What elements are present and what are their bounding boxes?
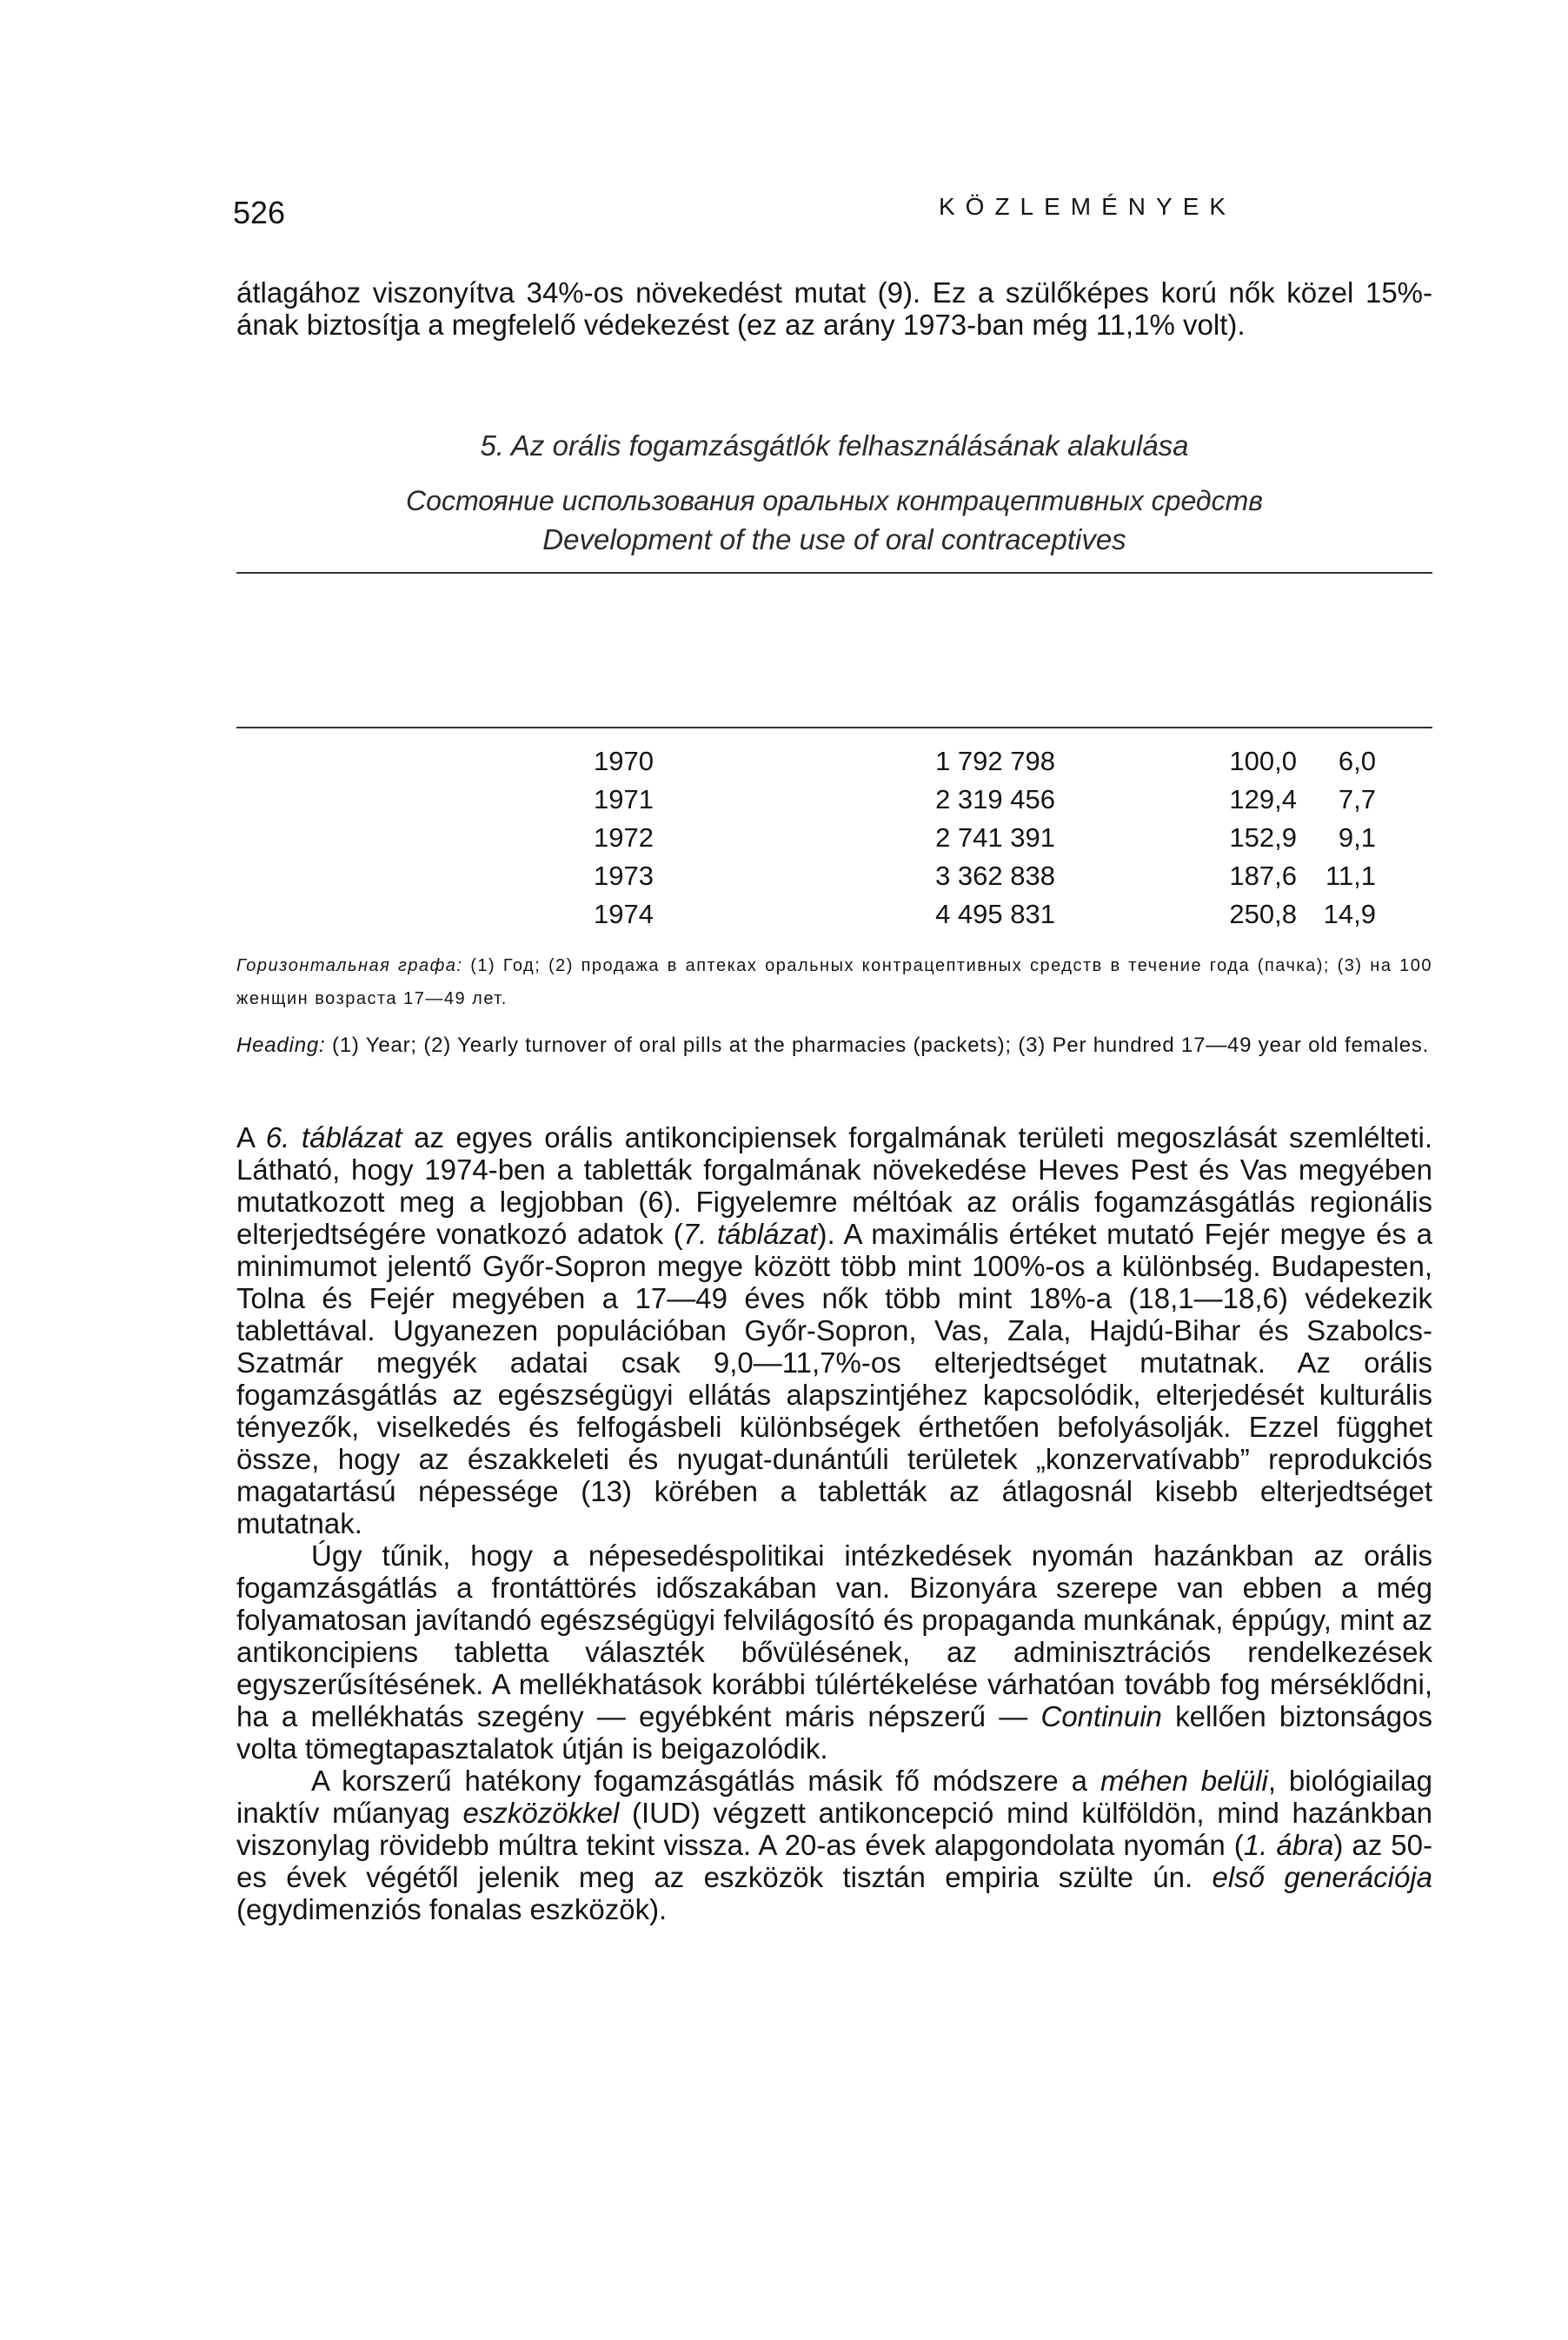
- emphasis: eszközökkel: [462, 1797, 620, 1829]
- turnover-cell: 3 362 838: [935, 861, 1055, 891]
- year-cell: 1973: [594, 861, 654, 891]
- figure-reference: 1. ábra: [1243, 1829, 1334, 1861]
- note-ru-text: (1) Год; (2) продажа в аптеках оральных контрацептивных средств в течение года (пачка); (3) на 100 женщин возраста 17—49 лет.: [236, 956, 1433, 1008]
- per-hundred-cell: 9,1: [1338, 822, 1376, 853]
- table-row: [236, 822, 1432, 861]
- table-reference: 7. táblázat: [682, 1218, 818, 1250]
- per-hundred-cell: 14,9: [1323, 899, 1376, 929]
- index-cell: 187,6: [1229, 861, 1297, 891]
- per-hundred-cell: 7,7: [1338, 784, 1376, 814]
- turnover-cell: 2 741 391: [935, 822, 1055, 853]
- table-row: [236, 746, 1432, 784]
- year-cell: 1974: [594, 899, 654, 929]
- emphasis: méhen belüli: [1100, 1765, 1268, 1797]
- emphasis: első generációja: [1212, 1861, 1432, 1893]
- table-row: [236, 861, 1432, 899]
- table-top-rule: [236, 572, 1432, 574]
- index-cell: 100,0: [1229, 746, 1297, 776]
- turnover-cell: 1 792 798: [935, 746, 1055, 776]
- table-title-hu: 5. Az orális fogamzásgátlók felhasználásának alakulása: [480, 429, 1189, 462]
- text-run: kellően biztonságos volta tömegtapasztalatok útján is beigazolódik.: [236, 1700, 1432, 1765]
- table-title-en: Development of the use of oral contraceptives: [542, 523, 1126, 555]
- year-cell: 1970: [594, 746, 654, 776]
- note-en-label: Heading:: [236, 1034, 326, 1057]
- intro-paragraph: [236, 276, 1432, 341]
- text-run: Úgy tűnik, hogy a népesedéspolitikai intézkedések nyomán hazánkban az orális fogamzásgátlás a frontáttörés időszakában van. Bizonyára szerepe van ebben a még folyamatosan javítandó egészségügyi felvilágosító és propaganda munkának, éppúgy, mint az antikoncipiens tabletta választék bővülésének, az adminisztrációs rendelkezések egyszerűsítésének. A mellékhatások korábbi túlértékelése várhatóan tovább fog mérséklődni, ha a mellékhatás szegény — egyébként máris népszerű —: [236, 1539, 1432, 1732]
- year-cell: 1972: [594, 822, 654, 853]
- text-run: (IUD) végzett antikoncepció mind külföldön, mind hazánkban viszonylag rövidebb múltra tekint vissza. A 20-as évek alapgondolata nyomán (: [236, 1797, 1433, 1861]
- page-number: 526: [233, 195, 286, 230]
- table-note-en: [236, 1029, 1432, 1062]
- turnover-cell: 4 495 831: [935, 899, 1055, 929]
- text-run: , biológiailag inaktív műanyag: [236, 1765, 1433, 1829]
- per-hundred-cell: 6,0: [1338, 746, 1376, 776]
- paragraph-table-discussion: [236, 1121, 1432, 1539]
- note-en-text: (1) Year; (2) Yearly turnover of oral pills at the pharmacies (packets); (3) Per hundred 17—49 year old females.: [331, 1034, 1430, 1057]
- table-reference: 6. táblázat: [265, 1121, 402, 1153]
- text-run: az egyes orális antikoncipiensek forgalmának területi megoszlását szemlélteti. Látható, hogy 1974-ben a tabletták forgalmának növekedése Heves Pest és Vas megyében mutatkozott meg a legjobban (6). Figyelemre méltóak az orális fogamzásgátlás regionális elterjedtségére vonatkozó adatok (: [236, 1121, 1432, 1250]
- text-run: (egydimenziós fonalas eszközök).: [236, 1893, 668, 1925]
- index-cell: 152,9: [1229, 822, 1297, 853]
- table-title-ru: Состояние использования оральных контрацептивных средств: [406, 485, 1263, 516]
- text-run: ). A maximális értéket mutató Fejér megye és a minimumot jelentő Győr-Sopron megye között több mint 100%-os a különbség. Budapesten, Tolna és Fejér megyében a 17—49 éves nők több mint 18%-a (18,1—18,6) védekezik tablettával. Ugyanezen populációban Győr-Sopron, Vas, Zala, Hajdú-Bihar és Szabolcs-Szatmár megyék adatai csak 9,0—11,7%-os elterjedtséget mutatnak. Az orális fogamzásgátlás az egészségügyi ellátás alapszintjéhez kapcsolódik, elterjedését kulturális tényezők, viselkedés és felfogásbeli különbségek érthetően befolyásolják. Ezzel függhet össze, hogy az északkeleti és nyugat-dunántúli területek „konzervatívabb” reprodukciós magatartású népessége (13) körében a tabletták az átlagosnál kisebb elterjedtséget mutatnak.: [236, 1218, 1433, 1539]
- product-name: Continuin: [1040, 1700, 1162, 1732]
- table-header-rule: [236, 727, 1432, 728]
- paragraph-iud: [236, 1765, 1432, 1925]
- text-run: A: [236, 1121, 266, 1153]
- index-cell: 250,8: [1229, 899, 1297, 929]
- per-hundred-cell: 11,1: [1325, 861, 1376, 891]
- body-text: [236, 1121, 1432, 1925]
- table-note-ru: [236, 949, 1432, 1015]
- intro-text: átlagához viszonyítva 34%-os növekedést mutat (9). Ez a szülőképes korú nők közel 15%-ának biztosítja a megfelelő védekezést (ez az arány 1973-ban még 11,1% volt).: [236, 276, 1432, 341]
- text-run: ) az 50-es évek végétől jelenik meg az eszközök tisztán empiria szülte ún.: [236, 1829, 1432, 1893]
- index-cell: 129,4: [1229, 784, 1297, 814]
- turnover-cell: 2 319 456: [935, 784, 1055, 814]
- table-row: [236, 899, 1432, 937]
- paragraph-policy: [236, 1539, 1432, 1765]
- running-head: KÖZLEMÉNYEK: [939, 193, 1237, 220]
- text-run: A korszerű hatékony fogamzásgátlás másik fő módszere a: [311, 1765, 1100, 1797]
- year-cell: 1971: [594, 784, 654, 814]
- note-ru-label: Горизонтальная графа:: [236, 956, 463, 975]
- table-row: [236, 784, 1432, 822]
